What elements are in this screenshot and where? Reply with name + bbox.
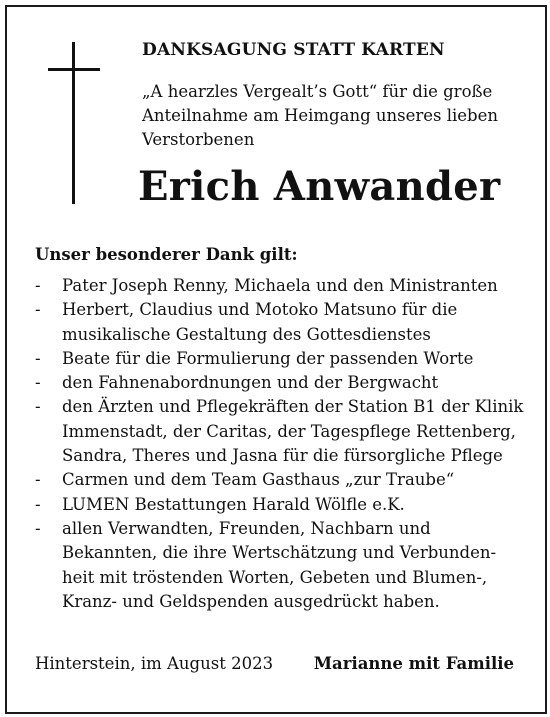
- list-item: [35, 371, 525, 395]
- list-item-line: Bekannten, die ihre Wertschätzung und Verbunden-: [62, 543, 497, 563]
- list-item-line: heit mit tröstenden Worten, Gebeten und Blumen-,: [62, 567, 488, 587]
- list-item-line: Herbert, Claudius und Motoko Matsuno für die: [62, 300, 458, 320]
- cross-icon: [48, 42, 100, 204]
- intro-line: Anteilnahme am Heimgang unseres lieben: [142, 106, 498, 125]
- notice-heading: DANKSAGUNG STATT KARTEN: [142, 40, 445, 60]
- list-item-line: Carmen und dem Team Gasthaus „zur Traube“: [62, 470, 455, 490]
- list-item-line: Pater Joseph Renny, Michaela und den Ministranten: [62, 276, 498, 295]
- list-item: [35, 468, 525, 492]
- intro-line: „A hearzles Vergealt’s Gott“ für die große: [142, 82, 493, 101]
- list-item-line: den Ärzten und Pflegekräften der Station B1 der Klinik: [62, 397, 524, 417]
- dash-bullet: -: [35, 348, 41, 368]
- list-item: [35, 517, 525, 614]
- dash-bullet: -: [35, 300, 41, 320]
- list-item-line: Immenstadt, der Caritas, der Tagespflege Rettenberg,: [62, 421, 516, 441]
- list-item: [35, 274, 525, 298]
- list-item: [35, 347, 525, 371]
- list-item: [35, 395, 525, 468]
- list-item-line: musikalische Gestaltung des Gottesdienstes: [62, 324, 431, 344]
- dash-bullet: -: [35, 373, 41, 393]
- place-date: Hinterstein, im August 2023: [35, 654, 274, 673]
- dash-bullet: -: [35, 518, 41, 538]
- thanks-title: Unser besonderer Dank gilt:: [35, 245, 298, 264]
- list-item-line: den Fahnenabordnungen und der Bergwacht: [62, 373, 439, 393]
- dash-bullet: -: [35, 276, 41, 295]
- list-item-line: Kranz- und Geldspenden ausgedrückt haben.: [62, 591, 440, 611]
- signature: Marianne mit Familie: [313, 654, 514, 673]
- list-item-line: Sandra, Theres und Jasna für die fürsorgliche Pflege: [62, 446, 503, 466]
- list-item: [35, 298, 525, 347]
- list-item-line: allen Verwandten, Freunden, Nachbarn und: [62, 518, 431, 538]
- list-item-line: LUMEN Bestattungen Harald Wölfle e.K.: [62, 494, 405, 514]
- dash-bullet: -: [35, 470, 41, 490]
- intro-text: [142, 80, 512, 152]
- deceased-name: Erich Anwander: [138, 163, 501, 210]
- intro-line: Verstorbenen: [142, 130, 255, 149]
- dash-bullet: -: [35, 494, 41, 514]
- list-item-line: Beate für die Formulierung der passenden Worte: [62, 348, 474, 368]
- dash-bullet: -: [35, 397, 41, 417]
- list-item: [35, 493, 525, 517]
- thanks-list: [35, 274, 525, 614]
